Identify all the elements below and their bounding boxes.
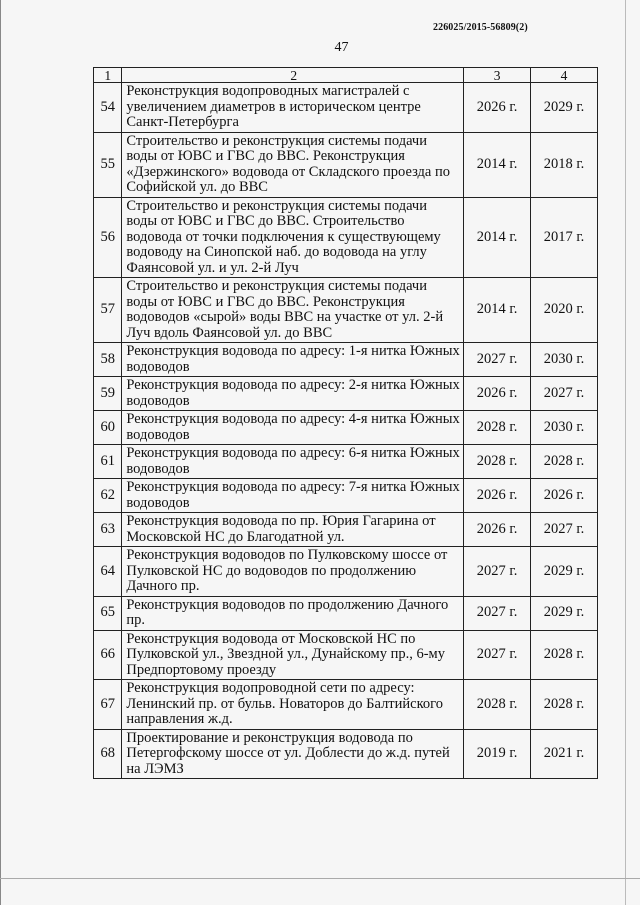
table-row xyxy=(94,278,598,343)
row-end-year: 2018 г. xyxy=(531,132,598,197)
table-header-row xyxy=(94,68,598,83)
row-start-year: 2019 г. xyxy=(464,729,531,779)
row-end-year: 2029 г. xyxy=(531,596,598,630)
row-end-year: 2030 г. xyxy=(531,411,598,445)
row-description: Реконструкция водовода по пр. Юрия Гагарина от Московской НС до Благодатной ул. xyxy=(122,513,464,547)
row-end-year: 2028 г. xyxy=(531,630,598,680)
table-row xyxy=(94,83,598,133)
table-body xyxy=(94,83,598,779)
row-description: Реконструкция водоводов по Пулковскому шоссе от Пулковской НС до водоводов по продолжению Дачного пр. xyxy=(122,547,464,597)
row-end-year: 2028 г. xyxy=(531,445,598,479)
row-description: Строительство и реконструкция системы подачи воды от ЮВС и ГВС до ВВС. Строительство водовода от точки подключения к существующему водоводу на Синопской наб. до водовода на углу Фаянсовой ул. и ул. 2-й Луч xyxy=(122,197,464,278)
row-start-year: 2014 г. xyxy=(464,132,531,197)
page-right-edge xyxy=(625,0,626,905)
row-description: Строительство и реконструкция системы подачи воды от ЮВС и ГВС до ВВС. Реконструкция «Дзержинского» водовода от Складского проезда по Софийской ул. до ВВС xyxy=(122,132,464,197)
column-header-3: 3 xyxy=(464,68,531,83)
row-number: 62 xyxy=(94,479,122,513)
row-number: 65 xyxy=(94,596,122,630)
row-start-year: 2014 г. xyxy=(464,197,531,278)
row-start-year: 2028 г. xyxy=(464,411,531,445)
row-number: 67 xyxy=(94,680,122,730)
table-row xyxy=(94,596,598,630)
column-header-1: 1 xyxy=(94,68,122,83)
row-start-year: 2014 г. xyxy=(464,278,531,343)
row-end-year: 2017 г. xyxy=(531,197,598,278)
row-number: 59 xyxy=(94,377,122,411)
row-number: 54 xyxy=(94,83,122,133)
row-end-year: 2026 г. xyxy=(531,479,598,513)
row-start-year: 2027 г. xyxy=(464,547,531,597)
row-end-year: 2021 г. xyxy=(531,729,598,779)
row-number: 66 xyxy=(94,630,122,680)
row-description: Проектирование и реконструкция водовода по Петергофскому шоссе от ул. Доблести до ж.д. путей на ЛЭМЗ xyxy=(122,729,464,779)
row-start-year: 2026 г. xyxy=(464,479,531,513)
row-end-year: 2029 г. xyxy=(531,83,598,133)
column-header-2: 2 xyxy=(122,68,464,83)
table-row xyxy=(94,411,598,445)
row-end-year: 2028 г. xyxy=(531,680,598,730)
row-description: Реконструкция водовода по адресу: 1-я нитка Южных водоводов xyxy=(122,343,464,377)
document-id: 226025/2015-56809(2) xyxy=(433,22,528,33)
table-row xyxy=(94,479,598,513)
row-description: Реконструкция водопроводных магистралей с увеличением диаметров в историческом центре Санкт-Петербурга xyxy=(122,83,464,133)
table-row xyxy=(94,729,598,779)
row-number: 56 xyxy=(94,197,122,278)
table-row xyxy=(94,680,598,730)
row-start-year: 2028 г. xyxy=(464,445,531,479)
row-start-year: 2026 г. xyxy=(464,377,531,411)
row-start-year: 2026 г. xyxy=(464,513,531,547)
row-end-year: 2027 г. xyxy=(531,513,598,547)
table-row xyxy=(94,445,598,479)
row-number: 61 xyxy=(94,445,122,479)
page-bottom-edge xyxy=(0,878,640,879)
row-number: 58 xyxy=(94,343,122,377)
row-start-year: 2026 г. xyxy=(464,83,531,133)
table-row xyxy=(94,630,598,680)
table-row xyxy=(94,513,598,547)
page-left-edge xyxy=(0,0,1,905)
row-end-year: 2020 г. xyxy=(531,278,598,343)
row-start-year: 2027 г. xyxy=(464,343,531,377)
row-description: Реконструкция водовода от Московской НС по Пулковской ул., Звездной ул., Дунайскому пр., 6-му Предпортовому проезду xyxy=(122,630,464,680)
row-number: 57 xyxy=(94,278,122,343)
row-start-year: 2027 г. xyxy=(464,596,531,630)
row-start-year: 2027 г. xyxy=(464,630,531,680)
column-header-4: 4 xyxy=(531,68,598,83)
row-number: 68 xyxy=(94,729,122,779)
row-description: Реконструкция водоводов по продолжению Дачного пр. xyxy=(122,596,464,630)
table-row xyxy=(94,132,598,197)
row-description: Реконструкция водовода по адресу: 6-я нитка Южных водоводов xyxy=(122,445,464,479)
row-description: Реконструкция водовода по адресу: 2-я нитка Южных водоводов xyxy=(122,377,464,411)
table-row xyxy=(94,197,598,278)
row-description: Реконструкция водовода по адресу: 7-я нитка Южных водоводов xyxy=(122,479,464,513)
page-number: 47 xyxy=(334,40,349,55)
projects-table xyxy=(93,67,598,779)
row-end-year: 2027 г. xyxy=(531,377,598,411)
row-description: Строительство и реконструкция системы подачи воды от ЮВС и ГВС до ВВС. Реконструкция водоводов «сырой» воды ВВС на участке от ул. 2-й Луч вдоль Фаянсовой ул. до ВВС xyxy=(122,278,464,343)
row-number: 55 xyxy=(94,132,122,197)
row-number: 64 xyxy=(94,547,122,597)
row-end-year: 2030 г. xyxy=(531,343,598,377)
row-description: Реконструкция водовода по адресу: 4-я нитка Южных водоводов xyxy=(122,411,464,445)
row-description: Реконструкция водопроводной сети по адресу: Ленинский пр. от бульв. Новаторов до Балтийского направления ж.д. xyxy=(122,680,464,730)
row-number: 60 xyxy=(94,411,122,445)
table-row xyxy=(94,547,598,597)
row-number: 63 xyxy=(94,513,122,547)
table-row xyxy=(94,377,598,411)
row-end-year: 2029 г. xyxy=(531,547,598,597)
table-row xyxy=(94,343,598,377)
row-start-year: 2028 г. xyxy=(464,680,531,730)
